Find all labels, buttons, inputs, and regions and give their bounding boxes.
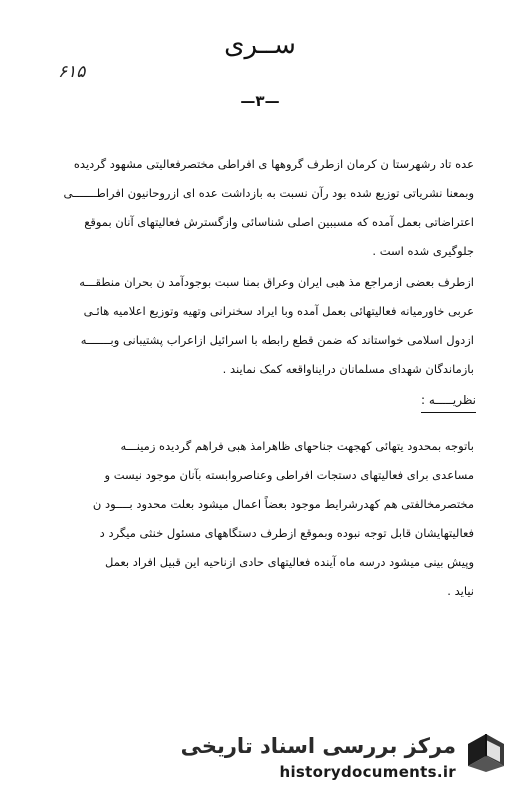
text-line: باتوجه بمحدود یتهائی کهجهت جناحهای ظاهرامذ هبی فراهم گردیده زمینـــه — [120, 439, 474, 453]
paragraph-kerman — [44, 150, 474, 266]
archive-url[interactable]: historydocuments.ir — [279, 763, 456, 781]
text-line: فعالیتهایشان قابل توجه نبوده وبموقع ازطرف دستگاههای مسئول خنثی میگرد د — [99, 526, 474, 540]
book-logo-icon — [464, 730, 508, 774]
watermark-footer — [180, 720, 514, 786]
opinion-heading — [421, 393, 476, 407]
paragraph-opinion — [44, 432, 474, 606]
opinion-heading-label: نظریـــــه : — [420, 393, 476, 407]
text-line: وبمعنا نشریاتی توزیع شده بود رآن نسبت به بازداشت عده ای ازروحانیون افراطـــــــی — [63, 186, 474, 200]
text-line: عده تاد رشهرستا ن کرمان ازطرف گروهها ی افراطی مختصرفعالیتی مشهود گردیده — [73, 157, 474, 171]
text-line: وپیش بینی میشود درسه ماه آینده فعالیتهای حادی ازناحیه این قبیل افراد بعمل — [104, 555, 474, 569]
text-line: بازماندگان شهدای مسلمانان درایناواقعه کمک نمایند . — [222, 362, 474, 376]
page-number: —۳— — [240, 92, 280, 110]
heading-underline — [421, 412, 476, 413]
text-line: ازدول اسلامی خواستاند که ضمن قطع رابطه با اسرائیل ازاعراب پشتیبانی وبـــــــه — [80, 333, 474, 347]
paragraph-religious-authorities — [44, 268, 474, 384]
text-line: اعتراضاتی بعمل آمده که مسببین اصلی شناسائی وازگسترش فعالیتهای آنان بموقع — [84, 215, 474, 229]
text-line: نیاید . — [447, 584, 474, 598]
text-line: ازطرف بعضی ازمراجع مذ هبی ایران وعراق بمنا سبت بوجودآمد ن بحران منطقـــه — [79, 275, 474, 289]
archive-name: مرکز بررسی اسناد تاریخی — [180, 734, 456, 758]
text-line: مساعدی برای فعالیتهای دستجات افراطی وعناصروابسته بآنان موجود نیست و — [104, 468, 474, 482]
text-line: جلوگیری شده است . — [372, 244, 474, 258]
text-line: عربی خاورمیانه فعالیتهائی بعمل آمده وبا ایراد سخنرانی وتهیه وتوزیع اعلامیه هائـی — [83, 304, 474, 318]
classification-stamp: ســرى — [224, 30, 296, 60]
handwritten-number: ۶۱۵ — [58, 62, 86, 82]
text-line: مختصرمخالفتی هم کهدرشرایط موجود بعضاً اعمال میشود بعلت محدود بــــود ن — [92, 497, 474, 511]
